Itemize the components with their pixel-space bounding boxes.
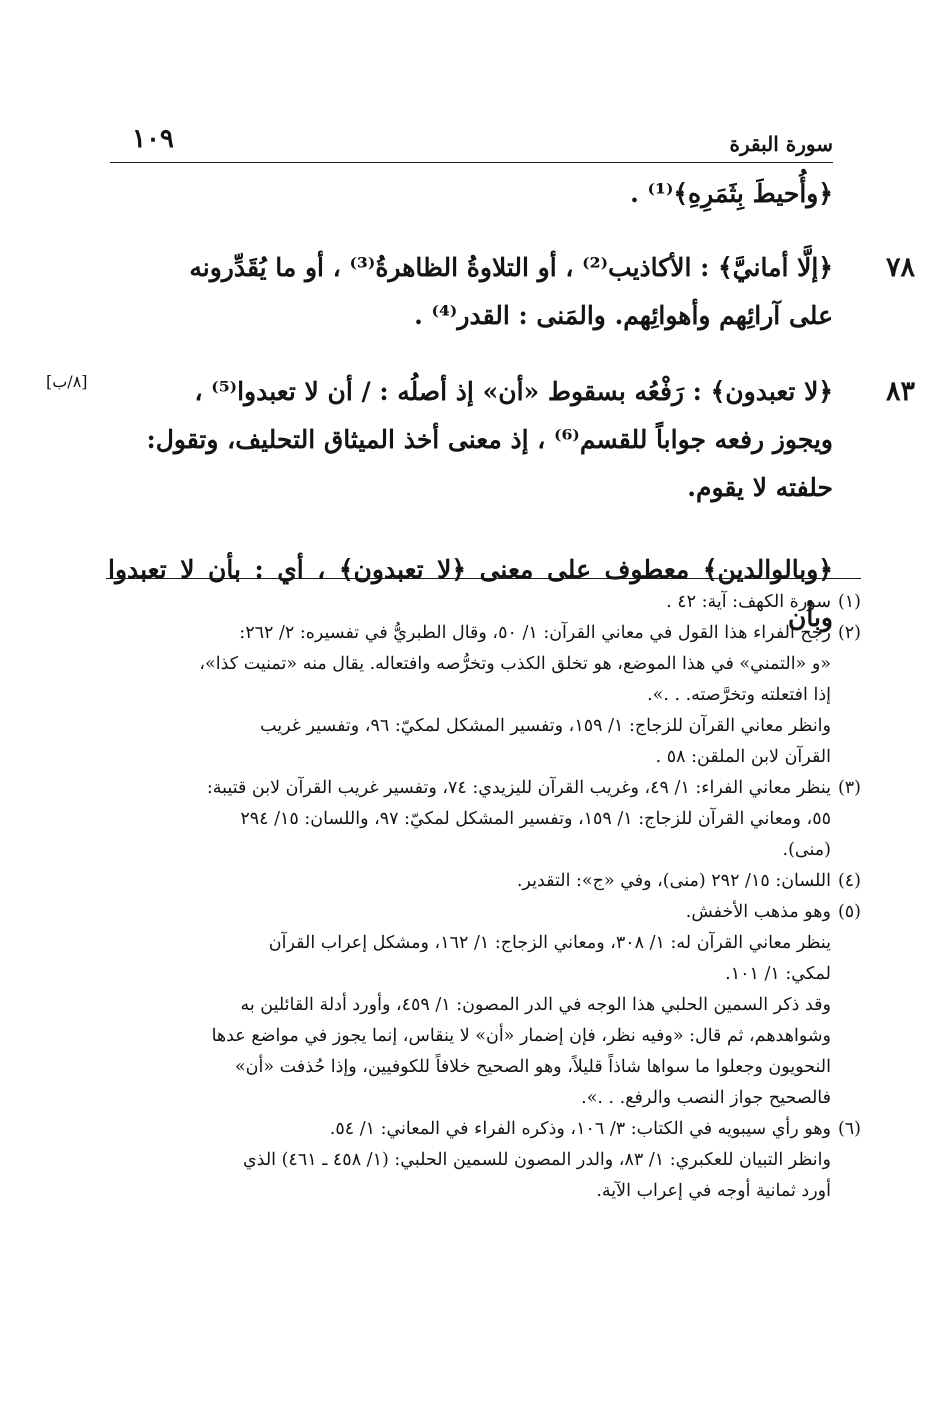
closing-line: ﴿وبالوالدين﴾ معطوف على معنى ﴿لا تعبدون﴾ ، أي : بأن لا تعبدوا وبأن bbox=[108, 555, 833, 632]
footnote-line: ٥٥، ومعاني القرآن للزجاج: ١/ ١٥٩، وتفسير المشكل لمكيّ: ٩٧، واللسان: ١٥/ ٢٩٤ bbox=[240, 809, 831, 829]
page-number: ١٠٩ bbox=[132, 124, 174, 154]
footnote-line: وهو رأي سيبويه في الكتاب: ٣/ ١٠٦، وذكره الفراء في المعاني: ١/ ٥٤. bbox=[329, 1119, 831, 1139]
text-line: ويجوز رفعه جواباً للقسم⁽⁶⁾ ، إذ معنى أخذ الميثاق التحليف، وتقول: bbox=[146, 425, 833, 454]
footnote-line: وقد ذكر السمين الحلبي هذا الوجه في الدر المصون: ١/ ٤٥٩، وأورد أدلة القائلين به bbox=[240, 995, 831, 1015]
footnote-line: رجح الفراء هذا القول في معاني القرآن: ١/ ٥٠، وقال الطبريُّ في تفسيره: ٢/ ٢٦٢: bbox=[239, 623, 831, 643]
footnote-line: وانظر التبيان للعكبري: ١/ ٨٣، والدر المصون للسمين الحلبي: (١/ ٤٥٨ ـ ٤٦١) الذي bbox=[242, 1150, 831, 1170]
footnote-number: (٣) bbox=[837, 778, 861, 798]
running-header bbox=[110, 118, 833, 163]
footnote-line: إذا افتعلته وتخرَّصته. . .». bbox=[647, 685, 831, 705]
text-line: حلفته لا يقوم. bbox=[687, 473, 833, 502]
verse-78-commentary bbox=[108, 244, 915, 340]
main-text bbox=[46, 170, 915, 642]
footnote-line: اللسان: ١٥/ ٢٩٢ (منى)، وفي «ج»: التقدير. bbox=[516, 871, 831, 891]
surah-title: سورة البقرة bbox=[729, 132, 833, 156]
text-line: ﴿لا تعبدون﴾ : رَفْعُه بسقوط «أن» إذ أصلُه : / أن لا تعبدوا⁽⁵⁾ ، bbox=[194, 377, 833, 406]
footnote-line: لمكي: ١/ ١٠١. bbox=[725, 964, 831, 984]
footnote bbox=[106, 773, 861, 866]
text-line: على آرائِهم وأهوائِهم. والمَنى : القدر⁽⁴⁾ . bbox=[414, 301, 833, 330]
footnote-line: أورد ثمانية أوجه في إعراب الآية. bbox=[596, 1181, 831, 1201]
manuscript-folio-marker: [٨/ب] bbox=[46, 372, 88, 391]
footnote-line: وانظر معاني القرآن للزجاج: ١/ ١٥٩، وتفسير المشكل لمكيّ: ٩٦، وتفسير غريب bbox=[260, 716, 831, 736]
footnote-line: وهو مذهب الأخفش. bbox=[685, 902, 831, 922]
verse-83-commentary bbox=[46, 368, 915, 512]
text-line: ﴿إلَّا أمانيَّ﴾ : الأكاذيب⁽²⁾ ، أو التلاوةُ الظاهرةُ⁽³⁾ ، أو ما يُقَدِّرونه bbox=[189, 253, 833, 282]
footnote-line: «و «التمني» في هذا الموضع، هو تخلق الكذب وتخرُّصه وافتعاله. يقال منه «تمنيت كذا»، bbox=[199, 654, 831, 674]
footnote-line: ينظر معاني الفراء: ١/ ٤٩، وغريب القرآن لليزيدي: ٧٤، وتفسير غريب القرآن لابن قتيبة: bbox=[206, 778, 831, 798]
continuation-line: ﴿وأُحيطَ بِثَمَرِهِ﴾⁽¹⁾ . bbox=[630, 179, 833, 208]
footnote bbox=[106, 618, 861, 773]
footnote-number: (٤) bbox=[837, 871, 861, 891]
footnote bbox=[106, 587, 861, 618]
footnote-number: (٢) bbox=[837, 623, 861, 643]
footnote-number: (٦) bbox=[837, 1119, 861, 1139]
footnote-number: (١) bbox=[837, 592, 861, 612]
verse-number: ٨٣ bbox=[885, 376, 915, 407]
verse-number: ٧٨ bbox=[885, 252, 915, 283]
footnote bbox=[106, 1114, 861, 1207]
footnotes bbox=[106, 578, 861, 1207]
footnote-line: وشواهدهم، ثم قال: «وفيه نظر، فإن إضمار «أن» لا ينقاس، إنما يجوز في مواضع عدها bbox=[211, 1026, 831, 1046]
footnote-number: (٥) bbox=[837, 902, 861, 922]
footnote-line: (منى). bbox=[782, 840, 831, 860]
footnote bbox=[106, 897, 861, 1114]
footnote-line: فالصحيح جواز النصب والرفع. . .». bbox=[581, 1088, 831, 1108]
footnote bbox=[106, 866, 861, 897]
footnote-line: النحويون وجعلوا ما سواها شاذاً قليلاً، وهو الصحيح خلافاً للكوفيين، وإذا حُذفت «أن» bbox=[234, 1057, 831, 1077]
footnote-line: ينظر معاني القرآن له: ١/ ٣٠٨، ومعاني الزجاج: ١/ ١٦٢، ومشكل إعراب القرآن bbox=[268, 933, 831, 953]
footnote-line: سورة الكهف: آية: ٤٢ . bbox=[666, 592, 831, 612]
footnote-line: القرآن لابن الملقن: ٥٨ . bbox=[655, 747, 831, 767]
